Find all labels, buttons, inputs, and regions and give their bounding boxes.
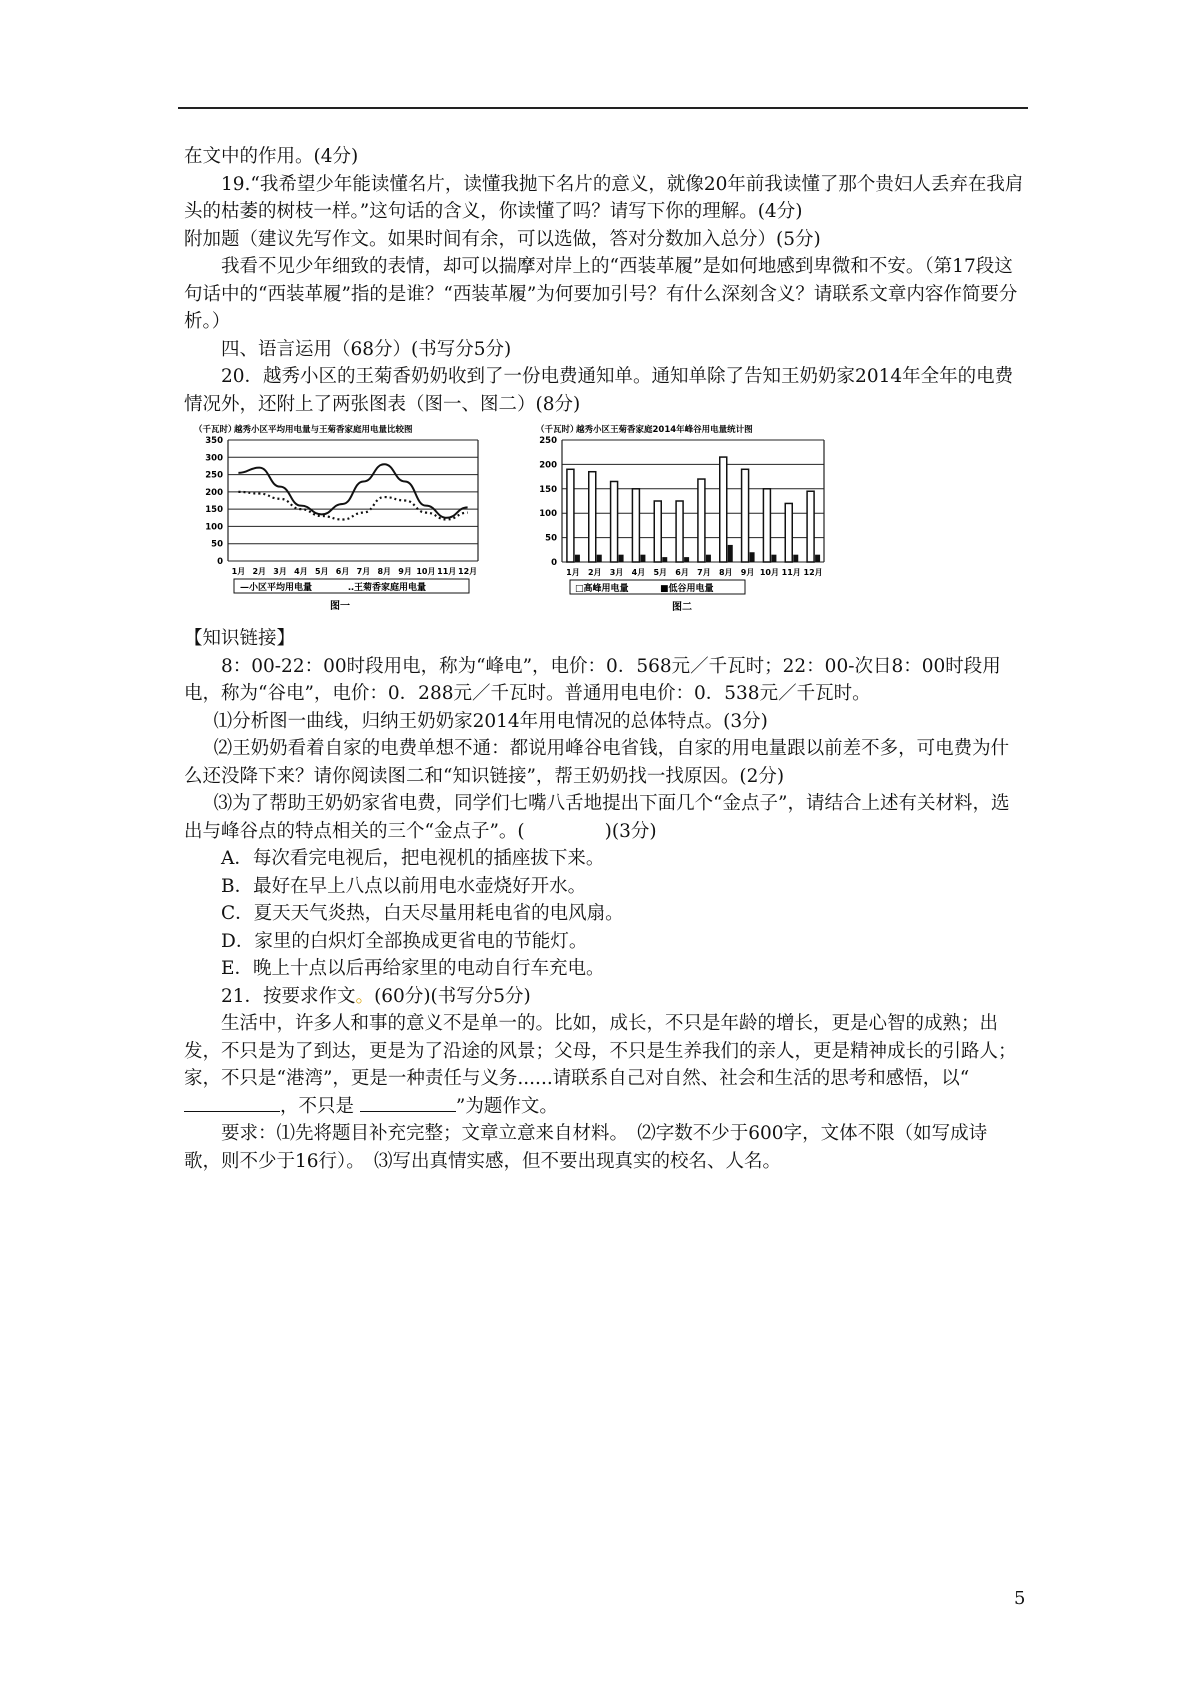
fig1-caption: 图一 (330, 601, 350, 612)
question-20: 20．越秀小区的王菊香奶奶收到了一份电费通知单。通知单除了告知王奶奶家2014年全年的电费情况外，还附上了两张图表（图一、图二）(8分) (184, 366, 1014, 415)
fig2-ytick-label: 50 (545, 533, 557, 544)
fig2-bar-valley (597, 555, 602, 562)
fig1-xtick-label: 3月 (273, 567, 287, 576)
fig2-bar-valley (750, 552, 755, 562)
fig2-bar-peak (698, 479, 705, 562)
knowledge-title: 【知识链接】 (184, 628, 296, 649)
fig2-bar-valley (793, 555, 798, 562)
fig1-ytick-label: 300 (205, 453, 223, 464)
fig2-bar-peak (589, 472, 596, 562)
line-chart (190, 420, 490, 625)
title-blank-2 (360, 1093, 456, 1112)
section-4-heading: 四、语言运用（68分）(书写分5分) (221, 338, 512, 360)
fig2-bar-valley (815, 555, 820, 562)
question-20-1: ⑴分析图一曲线，归纳王奶奶家2014年用电情况的总体特点。(3分) (213, 710, 768, 732)
fig2-bar-peak (763, 489, 770, 562)
fig1-ytick-label: 250 (205, 470, 223, 481)
fig2-bar-peak (742, 469, 749, 562)
fig1-series-line-1 (238, 464, 467, 518)
fig1-ytick-label: 0 (217, 557, 223, 567)
header-rule (178, 107, 1028, 109)
fig2-xtick-label: 3月 (609, 568, 624, 577)
option-e: E．晚上十点以后再给家里的电动自行车充电。 (221, 958, 605, 979)
fig1-ytick-label: 200 (205, 487, 223, 498)
figure-2 (532, 420, 832, 625)
fig2-bar-valley (771, 555, 776, 562)
fig2-xtick-label: 1月 (566, 568, 580, 577)
question-21-text: 21．按要求作文 (221, 985, 356, 1007)
fig1-ytick-label: 150 (205, 505, 223, 516)
fig2-bar-peak (785, 503, 792, 562)
fig1-xtick-label: 8月 (377, 567, 392, 576)
essay-end: ”为题作文。 (455, 1095, 558, 1117)
fig2-bar-peak (676, 501, 683, 562)
fig2-xtick-label: 10月 (759, 568, 779, 577)
fig2-caption: 图二 (672, 602, 692, 613)
figures (184, 420, 1024, 625)
question-19: 19.“我希望少年能读懂名片，读懂我抛下名片的意义，就像20年前我读懂了那个贵妇人丢弃在我肩头的枯萎的树枝一样。”这句话的含义，你读懂了吗？请写下你的理解。(4分) (184, 173, 1024, 222)
fig1-ytick-label: 50 (211, 539, 223, 550)
option-b: B．最好在早上八点以前用电水壶烧好开水。 (221, 875, 587, 897)
fig1-series-line-2 (238, 492, 467, 520)
bar-chart (532, 420, 832, 625)
fig2-bar-valley (662, 557, 667, 562)
fig2-bar-peak (567, 469, 574, 562)
page-content (184, 143, 1024, 1175)
fig1-xtick-label: 7月 (356, 567, 371, 576)
title-blank-1 (184, 1093, 280, 1112)
essay-requirements: 要求：⑴先将题目补充完整；文章立意来自材料。 ⑵字数不少于600字，文体不限（如写成诗歌，则不少于16行）。 ⑶写出真情实感，但不要出现真实的校名、人名。 (184, 1123, 988, 1172)
fig2-ytick-label: 250 (539, 436, 557, 446)
fig1-ylabel: （千瓦时） (194, 425, 237, 435)
fig2-bar-valley (684, 557, 689, 562)
bonus-question: 我看不见少年细致的表情，却可以揣摩对岸上的“西装革履”是如何地感到卑微和不安。（第17段这句话中的“西装革履”指的是谁？“西装革履”为何要加引号？有什么深刻含义？请联系文章内容作简要分析。） (184, 256, 1018, 332)
fig2-ylabel: （千瓦时） (536, 425, 579, 435)
question-21 (184, 983, 1024, 1011)
fig2-bar-valley (640, 555, 645, 562)
fig1-xtick-label: 10月 (416, 567, 436, 576)
fig2-xtick-label: 6月 (675, 568, 689, 577)
question-20-3-score: )(3分) (604, 820, 657, 842)
fig2-ytick-label: 150 (539, 484, 557, 495)
essay-material-text: 生活中，许多人和事的意义不是单一的。比如，成长，不只是年龄的增长，更是心智的成熟；出发，不只是为了到达，更是为了沿途的风景；父母，不只是生养我们的亲人，更是精神成长的引路人；家，不只是“港湾”，更是一种责任与义务......请联系自己对自然、社会和生活的思考和感悟，以“ (184, 1013, 1017, 1089)
fig1-xtick-label: 11月 (437, 567, 457, 576)
fig2-xtick-label: 12月 (803, 568, 823, 577)
bonus-heading: 附加题（建议先写作文。如果时间有余，可以选做，答对分数加入总分）(5分) (184, 228, 821, 250)
question-20-3-text: ⑶为了帮助王奶奶家省电费，同学们七嘴八舌地提出下面几个“金点子”，请结合上述有关材料，选出与峰谷点的特点相关的三个“金点子”。( (184, 793, 1010, 842)
fig2-legend-item: □高峰用电量 (575, 584, 629, 594)
fig1-xtick-label: 5月 (314, 567, 329, 576)
fig1-xtick-label: 2月 (252, 567, 267, 576)
fig1-xtick-label: 12月 (458, 567, 478, 576)
fig2-bar-valley (575, 555, 580, 562)
fig2-bar-peak (632, 489, 639, 562)
fig1-ytick-label: 350 (205, 436, 223, 446)
fig2-xtick-label: 2月 (587, 568, 602, 577)
page-number: 5 (1014, 1588, 1026, 1609)
fig1-xtick-label: 4月 (294, 567, 308, 576)
fig2-ytick-label: 100 (539, 509, 557, 520)
fig1-xtick-label: 9月 (398, 567, 412, 576)
option-a: A．每次看完电视后，把电视机的插座拔下来。 (221, 848, 605, 869)
fig2-xtick-label: 4月 (631, 568, 646, 577)
fig2-ytick-label: 0 (551, 558, 557, 568)
fig2-xtick-label: 8月 (718, 568, 733, 577)
option-c: C．夏天天气炎热，白天尽量用耗电省的电风扇。 (221, 903, 624, 924)
question-21-score: (60分)(书写分5分) (374, 985, 531, 1007)
fig1-ytick-label: 100 (205, 522, 223, 533)
fig2-bar-peak (611, 481, 618, 562)
fig2-bar-valley (706, 555, 711, 562)
fig2-ytick-label: 200 (539, 460, 557, 471)
fig2-bar-valley (728, 545, 733, 562)
fig2-xtick-label: 9月 (740, 568, 755, 577)
figure-1 (190, 420, 490, 625)
question-21-dot: 。 (355, 985, 375, 1007)
question-20-3 (184, 790, 1024, 845)
fig1-title: 越秀小区平均用电量与王菊香家庭用电量比较图 (234, 425, 413, 435)
fig2-legend-item: ■低谷用电量 (660, 584, 714, 594)
essay-mid: ，不只是 (280, 1095, 355, 1117)
fig2-bar-peak (807, 491, 814, 562)
fig2-bar-peak (654, 501, 661, 562)
fig1-legend-item: ‥王菊香家庭用电量 (348, 583, 427, 593)
fig2-xtick-label: 11月 (781, 568, 801, 577)
fig2-xtick-label: 7月 (697, 568, 711, 577)
fig2-bar-valley (619, 555, 624, 562)
fig1-legend-item: —小区平均用电量 (240, 583, 313, 593)
fig1-xtick-label: 6月 (335, 567, 350, 576)
fig2-bar-peak (720, 457, 727, 562)
fig1-xtick-label: 1月 (231, 567, 246, 576)
fig2-title: 越秀小区王菊香家庭2014年峰谷用电量统计图 (576, 425, 753, 435)
line-continuation: 在文中的作用。(4分) (184, 146, 359, 167)
fig2-xtick-label: 5月 (653, 568, 668, 577)
question-20-2: ⑵王奶奶看着自家的电费单想不通：都说用峰谷电省钱，自家的用电量跟以前差不多，可电费为什么还没降下来？请你阅读图二和“知识链接”，帮王奶奶找一找原因。(2分) (184, 738, 1010, 787)
knowledge-link: 8：00-22：00时段用电，称为“峰电”，电价：0．568元／千瓦时；22：00-次日8：00时段用电，称为“谷电”，电价：0．288元／千瓦时。普通用电电价：0．538元／千瓦时。 (184, 655, 1001, 704)
essay-material (184, 1010, 1024, 1120)
option-d: D．家里的白炽灯全部换成更省电的节能灯。 (221, 930, 588, 952)
